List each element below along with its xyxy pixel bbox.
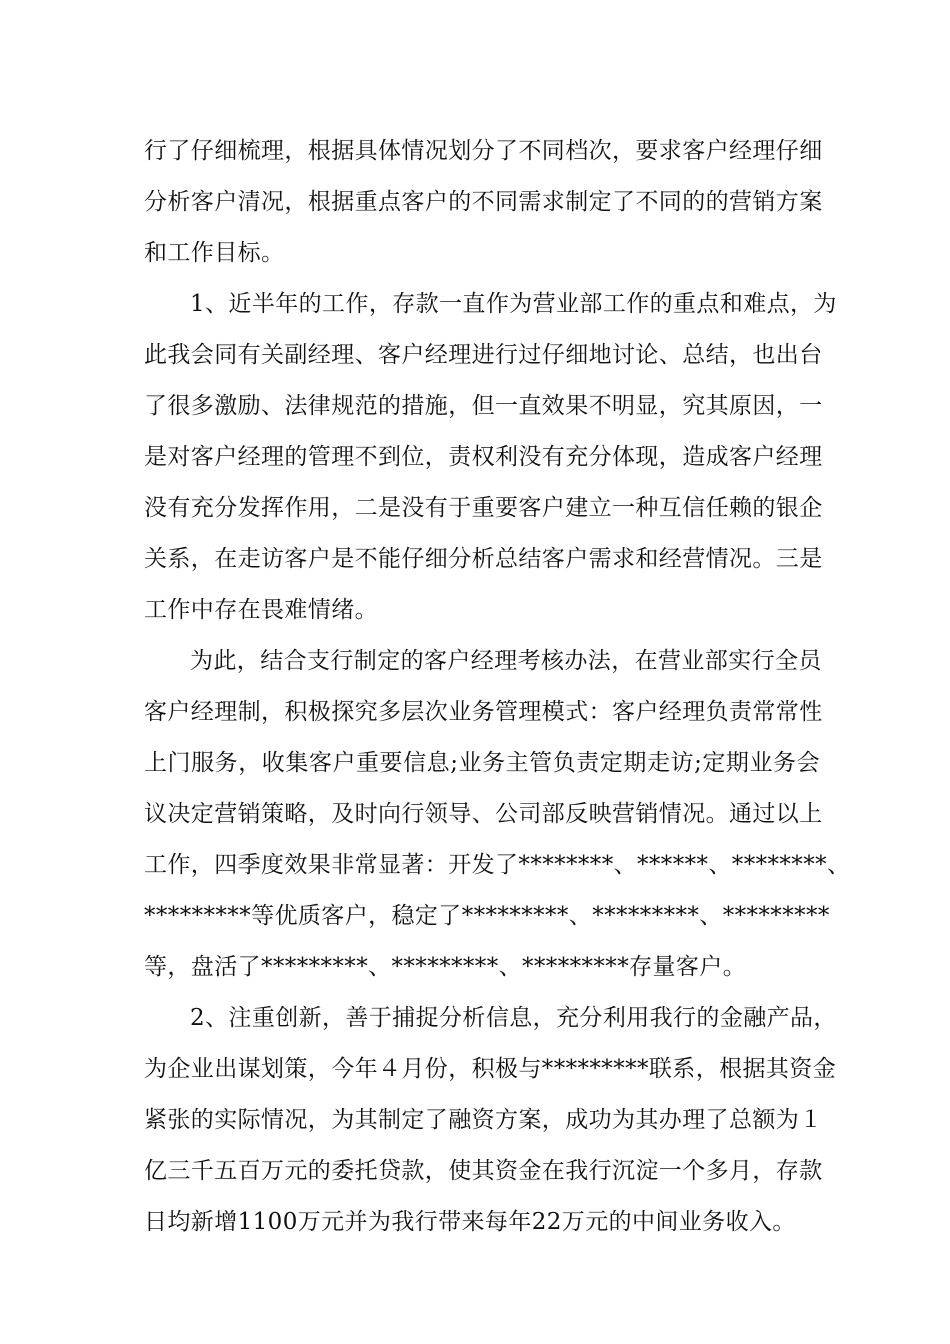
paragraph-2-line-6: 关系，在走访客户是不能仔细分析总结客户需求和经营情况。三是: [144, 546, 823, 572]
paragraph-4-line-3: 紧张的实际情况，为其制定了融资方案，成功为其办理了总额为１: [144, 1107, 823, 1133]
paragraph-1-line-2: 分析客户清况，根据重点客户的不同需求制定了不同的的营销方案: [144, 189, 823, 215]
paragraph-3-line-3: 上门服务，收集客户重要信息;业务主管负责定期走访;定期业务会: [144, 750, 820, 776]
paragraph-1-line-3: 和工作目标。: [144, 240, 285, 266]
paragraph-3-line-4: 议决定营销策略，及时向行领导、公司部反映营销情况。通过以上: [144, 801, 823, 827]
paragraph-4-line-5: 日均新增1100万元并为我行带来每年22万元的中间业务收入。: [144, 1209, 796, 1235]
paragraph-2-line-5: 没有充分发挥作用，二是没有于重要客户建立一种互信任赖的银企: [144, 495, 823, 521]
paragraph-2-line-3: 了很多激励、法律规范的措施，但一直效果不明显，究其原因，一: [144, 393, 823, 419]
paragraph-2-line-7: 工作中存在畏难情绪。: [144, 597, 378, 623]
paragraph-4-line-1: 2、注重创新，善于捕捉分析信息，充分利用我行的金融产品，: [190, 1005, 837, 1031]
paragraph-4-line-4: 亿三千五百万元的委托贷款，使其资金在我行沉淀一个多月，存款: [144, 1158, 823, 1184]
paragraph-4-line-2: 为企业出谋划策，今年４月份，积极与*********联系，根据其资金: [144, 1056, 837, 1082]
paragraph-2-line-2: 此我会同有关副经理、客户经理进行过仔细地讨论、总结，也出台: [144, 342, 823, 368]
paragraph-3-line-2: 客户经理制，积极探究多层次业务管理模式：客户经理负责常常性: [144, 699, 823, 725]
paragraph-3-line-7: 等，盘活了*********、*********、*********存量客户。: [144, 954, 747, 980]
paragraph-1-line-1: 行了仔细梳理，根据具体情况划分了不同档次，要求客户经理仔细: [144, 138, 823, 164]
paragraph-3-line-6: *********等优质客户，稳定了*********、*********、*********: [144, 903, 830, 929]
paragraph-3-line-5: 工作，四季度效果非常显著：开发了********、******、********、: [144, 852, 851, 878]
paragraph-2-line-4: 是对客户经理的管理不到位，责权利没有充分体现，造成客户经理: [144, 444, 823, 470]
paragraph-3-line-1: 为此，结合支行制定的客户经理考核办法，在营业部实行全员: [190, 648, 822, 674]
paragraph-2-line-1: 1、近半年的工作，存款一直作为营业部工作的重点和难点，为: [190, 291, 837, 317]
